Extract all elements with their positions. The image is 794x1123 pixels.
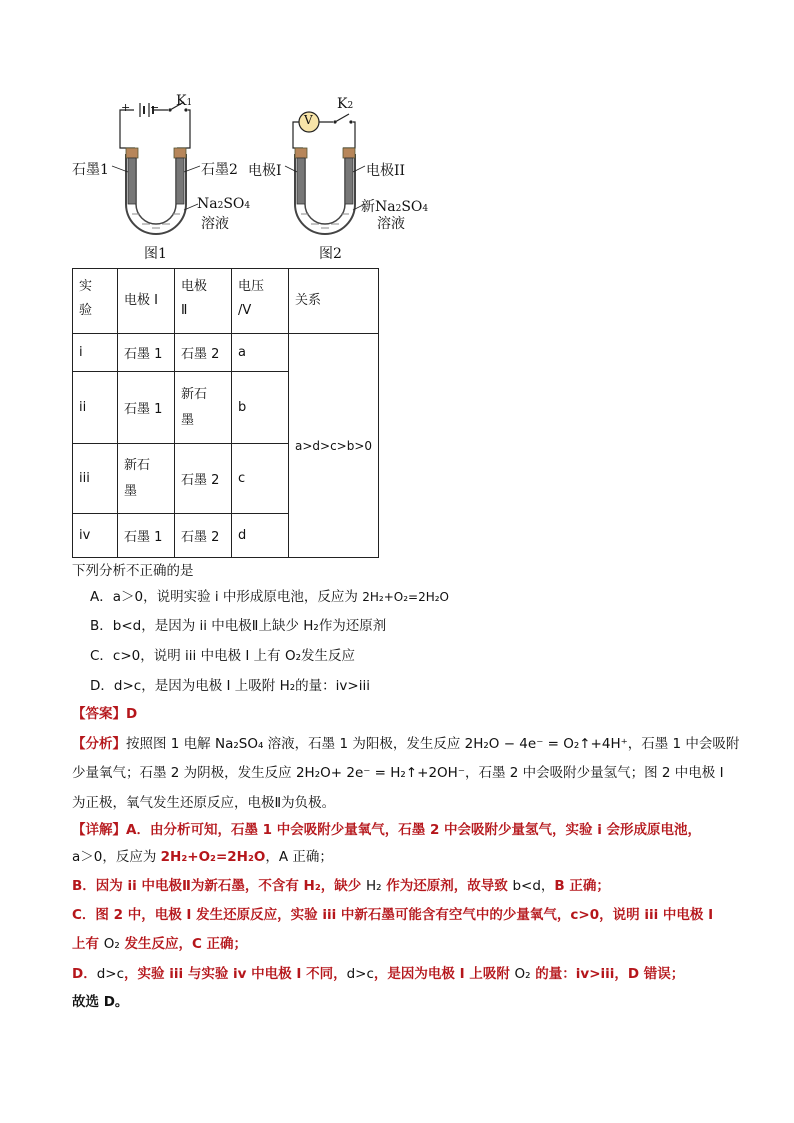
answer-tag: 【答案】 [72, 706, 126, 722]
question-stem: 下列分析不正确的是 [72, 563, 194, 579]
figure-1-solution-label: Na2SO4 [197, 196, 251, 212]
option-d: D．d>c，是因为电极 I 上吸附 H₂的量：iv>iii [90, 678, 370, 694]
analysis-line-3: 为正极，氧气发生还原反应，电极Ⅱ为负极。 [72, 795, 336, 811]
figure-1-caption: 图1 [144, 246, 167, 262]
figure-1-solution-label-2: 溶液 [201, 216, 229, 232]
table-cell: i [73, 334, 118, 372]
table-header-row [73, 269, 379, 334]
table-cell: b [232, 372, 289, 444]
table-cell: 石墨 2 [175, 514, 232, 558]
figure-2-right-electrode-label: 电极II [366, 163, 406, 179]
table-header-cell: 电压 /V [232, 269, 289, 334]
table-cell: 石墨 2 [175, 334, 232, 372]
detail-line-2: a＞0，反应为 2H₂+O₂=2H₂O，A 正确； [72, 849, 333, 865]
table-cell: c [232, 444, 289, 514]
table-cell: 新石 墨 [175, 372, 232, 444]
table-cell: iv [73, 514, 118, 558]
figure-2-solution-label: 新Na2SO4 [361, 199, 429, 215]
analysis-line-2: 少量氧气；石墨 2 为阴极，发生反应 2H₂O+ 2e⁻ = H₂↑+2OH⁻，石墨 2 中会吸附少量氢气；图 2 中电极 I [72, 765, 724, 781]
table-cell: ii [73, 372, 118, 444]
detail-line-7: 故选 D。 [72, 994, 129, 1010]
table-cell: 石墨 1 [118, 372, 175, 444]
detail-line-5: 上有 O₂ 发生反应，C 正确； [72, 936, 248, 952]
detail-line-3: B．因为 ii 中电极Ⅱ为新石墨，不含有 H₂，缺少 H₂ 作为还原剂，故导致 b<d，B 正确； [72, 878, 610, 894]
analysis-line-1: 【分析】按照图 1 电解 Na₂SO₄ 溶液，石墨 1 为阳极，发生反应 2H₂O − 4e⁻ = O₂↑+4H⁺，石墨 1 中会吸附 [72, 736, 740, 752]
table-cell: 石墨 2 [175, 444, 232, 514]
figure-1-switch-label: K1 [176, 93, 193, 109]
table-header-cell: 关系 [289, 269, 379, 334]
detail-line-1: 【详解】A．由分析可知，石墨 1 中会吸附少量氧气，石墨 2 中会吸附少量氢气，实验 i 会形成原电池， [72, 822, 702, 838]
option-c: C．c>0，说明 iii 中电极 I 上有 O₂发生反应 [90, 648, 355, 664]
answer-value: D [126, 706, 138, 722]
table-header-cell: 实 验 [73, 269, 118, 334]
figure-1-minus-sign: − [150, 101, 160, 114]
figure-2-switch-label: K2 [337, 96, 354, 112]
figure-2-solution-label-2: 溶液 [377, 216, 405, 232]
experiment-table [72, 268, 379, 558]
figure-2-voltmeter-label: V [304, 113, 313, 127]
figure-2-left-electrode-label: 电极I [248, 163, 282, 179]
table-cell: 新石 墨 [118, 444, 175, 514]
table-cell: a [232, 334, 289, 372]
option-a: A．a＞0，说明实验 i 中形成原电池，反应为 2H₂+O₂=2H₂O [90, 589, 449, 605]
figure-1-plus-sign: + [121, 101, 131, 114]
option-b: B．b<d，是因为 ii 中电极Ⅱ上缺少 H₂作为还原剂 [90, 618, 387, 634]
detail-line-4: C．图 2 中，电极 I 发生还原反应，实验 iii 中新石墨可能含有空气中的少量氧气，c>0，说明 iii 中电极 I [72, 907, 714, 923]
table-cell: iii [73, 444, 118, 514]
figure-1-left-electrode-label: 石墨1 [72, 162, 109, 178]
table-cell: 石墨 1 [118, 334, 175, 372]
table-cell: 石墨 1 [118, 514, 175, 558]
table-row [73, 334, 379, 372]
figure-2-caption: 图2 [319, 246, 342, 262]
relation-cell: a>d>c>b>0 [289, 334, 379, 558]
answer-line [72, 704, 137, 724]
figure-1-right-electrode-label: 石墨2 [201, 162, 238, 178]
table-header-cell: 电极 I [118, 269, 175, 334]
table-cell: d [232, 514, 289, 558]
detail-line-6: D．d>c，实验 iii 与实验 iv 中电极 I 不同，d>c，是因为电极 I 上吸附 O₂ 的量：iv>iii，D 错误； [72, 966, 685, 982]
table-header-cell: 电极 Ⅱ [175, 269, 232, 334]
